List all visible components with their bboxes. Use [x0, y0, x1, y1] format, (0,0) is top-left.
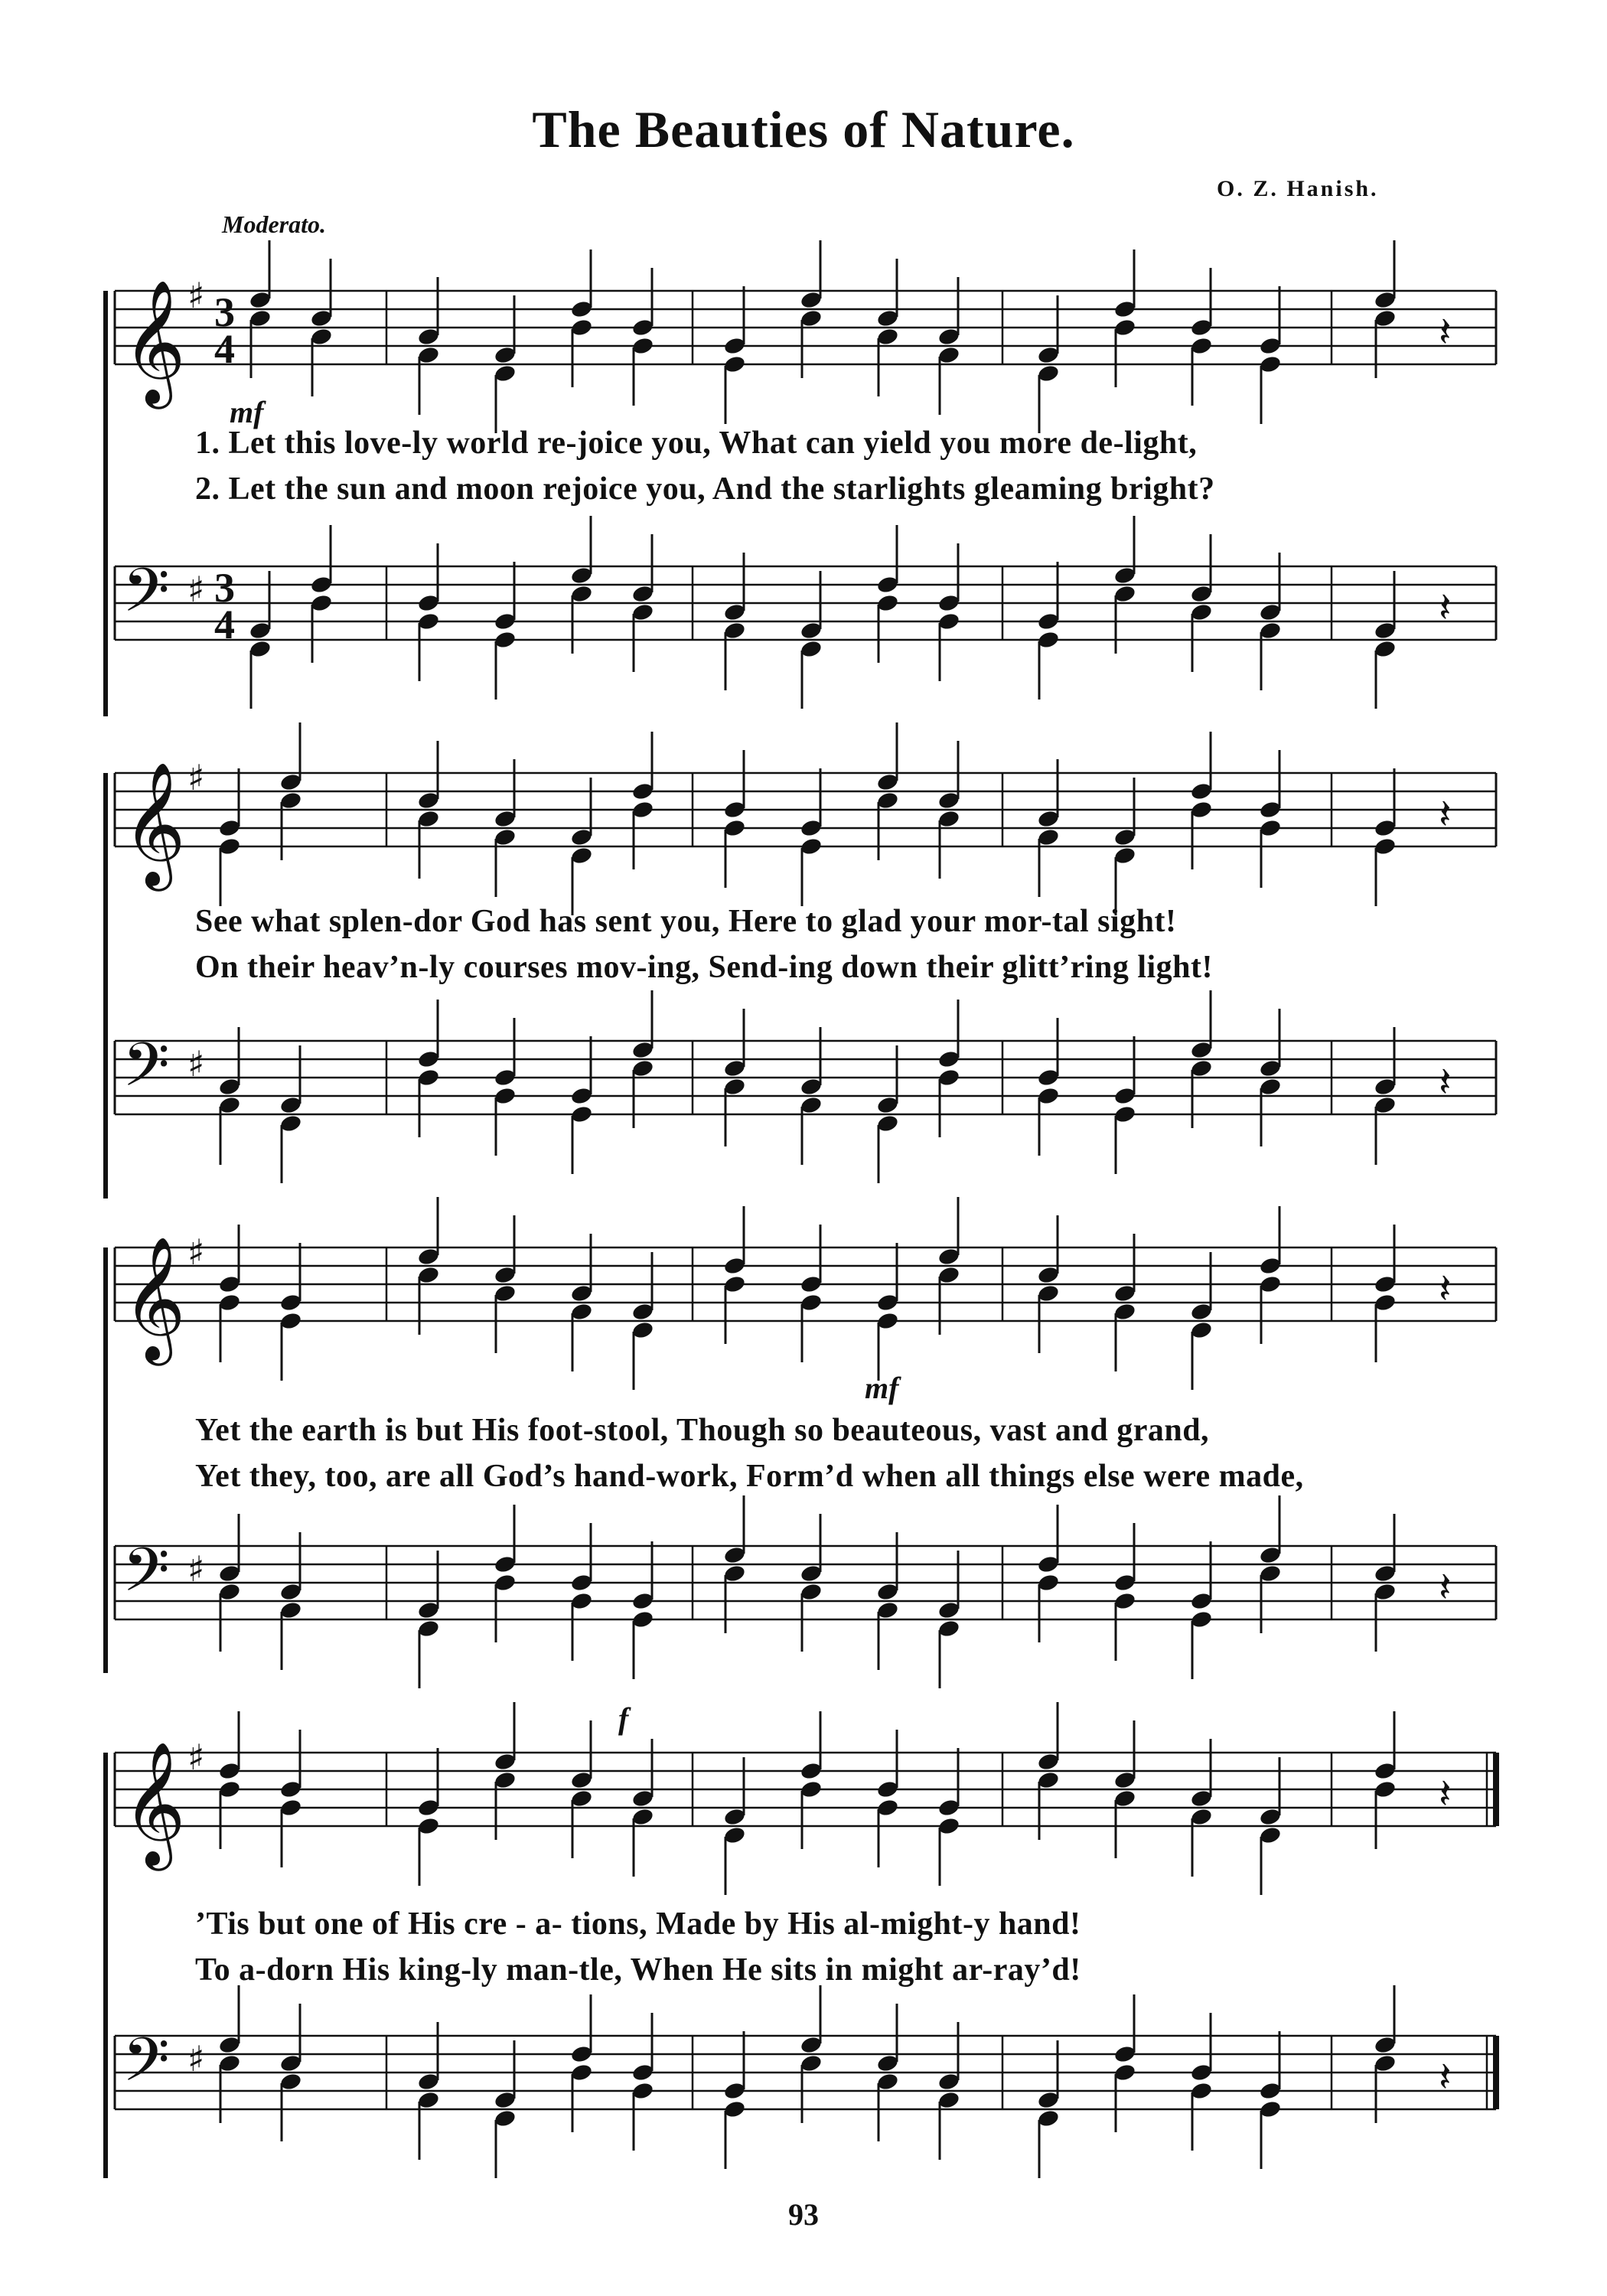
composer-credit: O. Z. Hanish.: [1217, 176, 1379, 201]
system-1-verse-2: 2. Let the sun and moon rejoice you, And the starlights gleaming bright?: [195, 471, 1215, 507]
bass-clef-icon: 𝄢: [122, 2024, 170, 2110]
sharp-icon: ♯: [187, 1043, 205, 1084]
system-3-verse-2: Yet they, too, are all God’s hand-work, Form’d when all things else were made,: [195, 1459, 1304, 1494]
system-3-bass-staff: [0, 1515, 1607, 1684]
system-3-verse-1: Yet the earth is but His foot-stool, Though so beauteous, vast and grand,: [195, 1413, 1210, 1448]
time-signature-bottom: 4: [214, 602, 235, 647]
system-2-bass-staff: [0, 1010, 1607, 1179]
bass-clef-icon: 𝄢: [122, 555, 170, 641]
system-4-treble-staff: [0, 1722, 1607, 1890]
dynamic-mark: mf: [865, 1371, 899, 1405]
sharp-icon: ♯: [187, 569, 205, 610]
time-signature-top: 3: [214, 565, 235, 611]
treble-clef-icon: 𝄞: [122, 1741, 186, 1866]
sharp-icon: ♯: [187, 757, 205, 798]
system-1-verse-1: 1. Let this love-ly world re-joice you, What can yield you more de-light,: [195, 426, 1198, 461]
page-number: 93: [788, 2197, 819, 2232]
sharp-icon: ♯: [187, 1231, 205, 1273]
time-signature-top: 3: [214, 289, 235, 335]
system-4-bass-staff: [0, 2005, 1607, 2174]
system-4-verse-2: To a-dorn His king-ly man-tle, When He sits in might ar-ray’d!: [195, 1952, 1081, 1988]
bass-clef-icon: 𝄢: [122, 1534, 170, 1620]
sharp-icon: ♯: [187, 1548, 205, 1590]
system-2-verse-2: On their heav’n-ly courses mov-ing, Send-ing down their glitt’ring light!: [195, 950, 1213, 985]
sharp-icon: ♯: [187, 2038, 205, 2079]
system-3-treble-staff: [0, 1217, 1607, 1385]
quarter-rest-icon: 𝄽: [1439, 1563, 1452, 1611]
quarter-rest-icon: 𝄽: [1439, 308, 1452, 356]
treble-clef-icon: 𝄞: [122, 279, 186, 404]
system-2-verse-1: See what splen-dor God has sent you, Here to glad your mor-tal sight!: [195, 904, 1177, 939]
treble-clef-icon: 𝄞: [122, 762, 186, 886]
dynamic-mark: f: [618, 1701, 629, 1736]
sharp-icon: ♯: [187, 275, 205, 316]
bass-clef-icon: 𝄢: [122, 1029, 170, 1115]
system-1-bass-staff: [0, 536, 1607, 704]
quarter-rest-icon: 𝄽: [1439, 583, 1452, 631]
quarter-rest-icon: 𝄽: [1439, 1264, 1452, 1313]
dynamic-mark: mf: [230, 395, 264, 429]
system-2-treble-staff: [0, 742, 1607, 911]
time-signature-bottom: 4: [214, 326, 235, 372]
treble-clef-icon: 𝄞: [122, 1236, 186, 1361]
quarter-rest-icon: 𝄽: [1439, 1769, 1452, 1818]
system-4-verse-1: ’Tis but one of His cre - a- tions, Made by His al-might-y hand!: [195, 1906, 1081, 1942]
quarter-rest-icon: 𝄽: [1439, 790, 1452, 838]
sharp-icon: ♯: [187, 1737, 205, 1778]
quarter-rest-icon: 𝄽: [1439, 1058, 1452, 1106]
quarter-rest-icon: 𝄽: [1439, 2053, 1452, 2101]
tempo-marking: Moderato.: [222, 210, 326, 238]
page-title: The Beauties of Nature.: [532, 100, 1075, 158]
